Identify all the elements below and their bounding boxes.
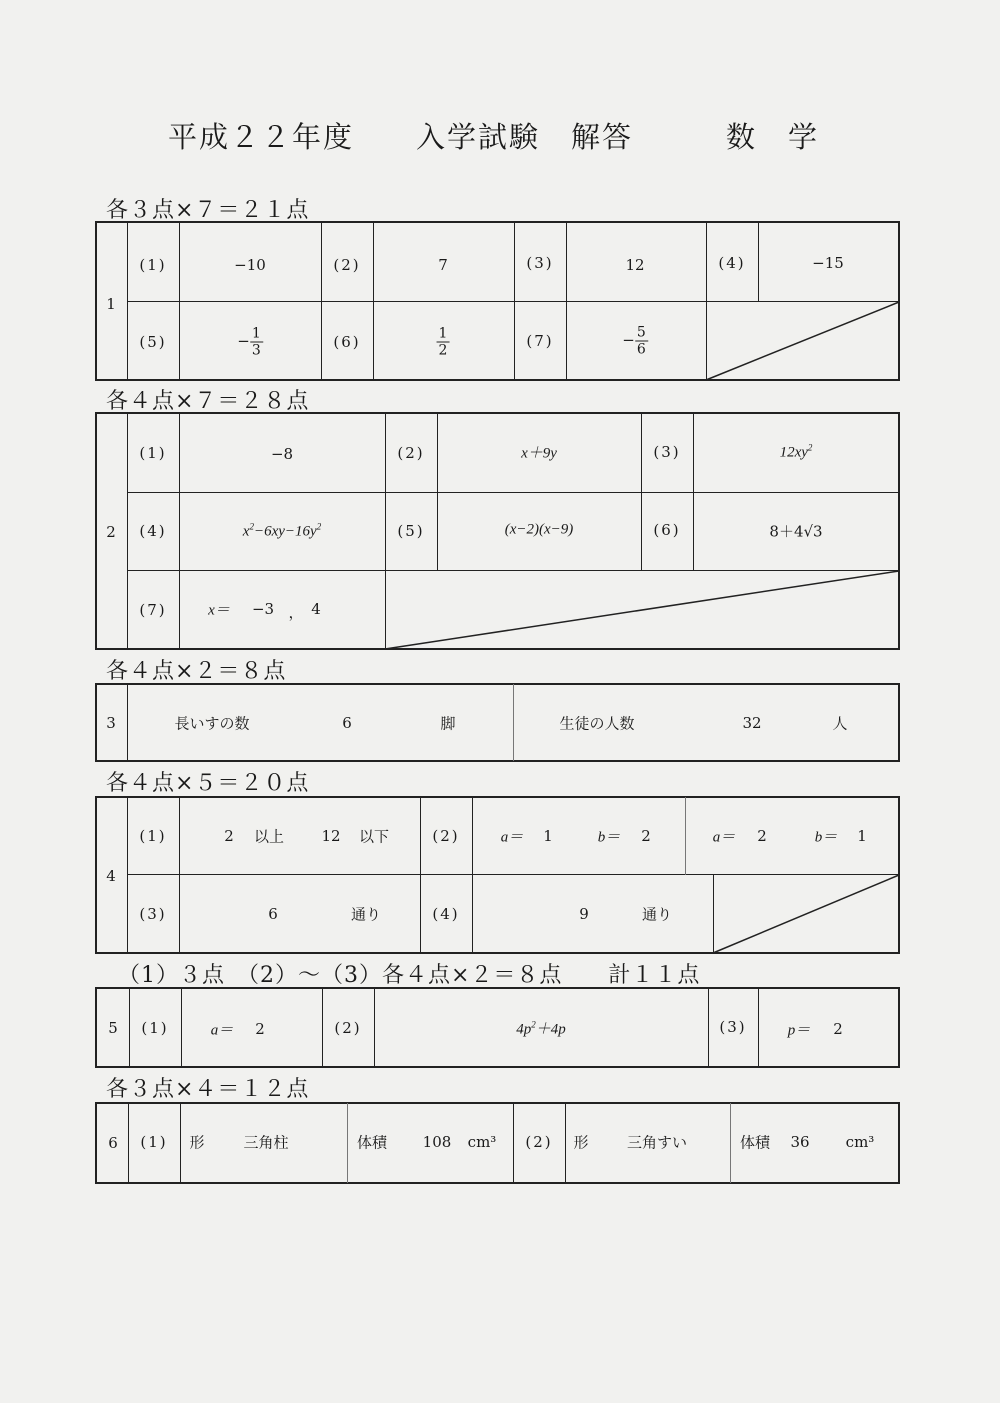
s6-q1-shape-label: 形 [189, 1133, 205, 1152]
s2-q2-answer: x＋9y [521, 445, 557, 462]
s4-q2-b-value-1: 2 [641, 827, 651, 845]
section-4-empty-diagonal [713, 875, 899, 953]
s2-q7-separator: ， [288, 603, 304, 622]
s4-q1-low-text: 以上 [253, 827, 285, 846]
s6-q2-volume: 36 [790, 1133, 810, 1151]
s1-q1-label: (1) [139, 256, 167, 274]
s4-q3-label: (3) [139, 905, 167, 923]
s4-q3-value: 6 [268, 905, 278, 923]
s2-q7-value-2: 4 [311, 600, 321, 618]
s4-q3-unit: 通り [350, 905, 382, 924]
s6-q1-shape: 三角柱 [243, 1133, 289, 1152]
section-2-empty-diagonal [385, 571, 899, 649]
s2-q5-label: (5) [397, 522, 425, 540]
s4-q2-b-label-1: b＝ [597, 829, 621, 846]
section-1-number: 1 [106, 295, 116, 313]
s6-q1-label: (1) [140, 1133, 168, 1151]
s4-q4-label: (4) [432, 905, 460, 923]
s6-q2-volume-label: 体積 [739, 1133, 771, 1152]
s2-q3-answer: $12xy^2$ [779, 442, 813, 461]
s4-q1-label: (1) [139, 827, 167, 845]
s4-q4-unit: 通り [641, 905, 673, 924]
s4-q2-b-value-2: 1 [857, 827, 867, 845]
s3-q2-value: 32 [742, 714, 762, 732]
s5-q3-value: 2 [833, 1020, 843, 1038]
section-4-heading: 各４点×５＝２０点 [106, 771, 310, 796]
s5-q1-label: (1) [141, 1019, 169, 1037]
section-3-heading: 各４点×２＝８点 [106, 659, 287, 684]
s6-q2-label: (2) [525, 1133, 553, 1151]
s4-q2-a-value-1: 1 [543, 827, 553, 845]
s2-q6-answer: 8＋4√3 [769, 522, 823, 541]
section-6-number: 6 [108, 1134, 118, 1152]
s6-q1-volume-label: 体積 [356, 1133, 388, 1152]
s2-q3-label: (3) [653, 443, 681, 461]
s4-q2-label: (2) [432, 827, 460, 845]
s4-q2-a-value-2: 2 [757, 827, 767, 845]
section-5-number: 5 [108, 1019, 118, 1037]
s1-q1-answer: −10 [234, 256, 266, 274]
s3-q1-unit: 脚 [440, 714, 456, 733]
s2-q5-answer: (x−2)(x−9) [504, 521, 574, 538]
s5-q2-label: (2) [334, 1019, 362, 1037]
s2-q7-label: (7) [139, 601, 167, 619]
s5-q3-label: (3) [719, 1018, 747, 1036]
s1-q5-answer: − $\frac{1}{3}$ [237, 325, 261, 359]
s5-q3-lhs: p＝ [787, 1022, 811, 1039]
section-2-number: 2 [106, 523, 116, 541]
s3-q2-label: 生徒の人数 [559, 714, 635, 733]
section-2-heading: 各４点×７＝２８点 [106, 389, 310, 414]
section-1-empty-diagonal [706, 302, 899, 380]
s4-q1-high-text: 以下 [358, 827, 390, 846]
s1-q7-answer: − $\frac{5}{6}$ [622, 324, 646, 358]
s6-q1-unit: cm³ [467, 1133, 497, 1151]
s5-q1-value: 2 [255, 1020, 265, 1038]
s2-q1-label: (1) [139, 444, 167, 462]
section-1-heading: 各３点×７＝２１点 [106, 198, 310, 223]
s1-q3-label: (3) [526, 254, 554, 272]
s2-q6-label: (6) [653, 521, 681, 539]
s4-q1-high: 12 [321, 827, 341, 845]
s1-q2-answer: 7 [438, 256, 448, 274]
s2-q1-answer: −8 [270, 445, 294, 463]
s1-q4-label: (4) [718, 254, 746, 272]
s1-q2-label: (2) [333, 256, 361, 274]
section-6-heading: 各３点×４＝１２点 [106, 1077, 310, 1102]
s2-q7-value-1: −3 [251, 600, 275, 618]
section-4-number: 4 [106, 867, 116, 885]
s5-q2-answer: $4p^2+4p$ [516, 1019, 566, 1038]
s2-q2-label: (2) [397, 444, 425, 462]
s3-q2-unit: 人 [832, 714, 848, 733]
s1-q5-label: (5) [139, 333, 167, 351]
s2-q4-answer: $x^2-6xy-16y^2$ [242, 521, 322, 540]
s2-q4-label: (4) [139, 522, 167, 540]
s4-q2-a-label-2: a＝ [712, 829, 736, 846]
s1-q6-label: (6) [333, 333, 361, 351]
s6-q1-volume: 108 [422, 1133, 452, 1151]
s1-q7-label: (7) [526, 332, 554, 350]
s4-q1-low: 2 [224, 827, 234, 845]
page-title: 平成２２年度 入学試験 解答 数 学 [168, 120, 820, 154]
section-5-heading: （1）３点 （2）～（3）各４点×２＝８点 計１１点 [118, 963, 701, 988]
s3-q1-value: 6 [342, 714, 352, 732]
s4-q2-b-label-2: b＝ [814, 829, 838, 846]
s1-q6-answer: $\frac{1}{2}$ [438, 325, 448, 359]
s4-q4-value: 9 [579, 905, 589, 923]
s6-q2-shape-label: 形 [573, 1133, 589, 1152]
s6-q2-unit: cm³ [845, 1133, 875, 1151]
s4-q2-a-label-1: a＝ [500, 829, 524, 846]
s6-q2-shape: 三角すい [626, 1133, 688, 1152]
s3-q1-label: 長いすの数 [174, 714, 250, 733]
s1-q3-answer: 12 [625, 256, 645, 274]
s2-q7-lhs: x＝ [208, 602, 230, 619]
s5-q1-lhs: a＝ [210, 1022, 234, 1039]
section-3-number: 3 [106, 714, 116, 732]
s1-q4-answer: −15 [812, 254, 844, 272]
